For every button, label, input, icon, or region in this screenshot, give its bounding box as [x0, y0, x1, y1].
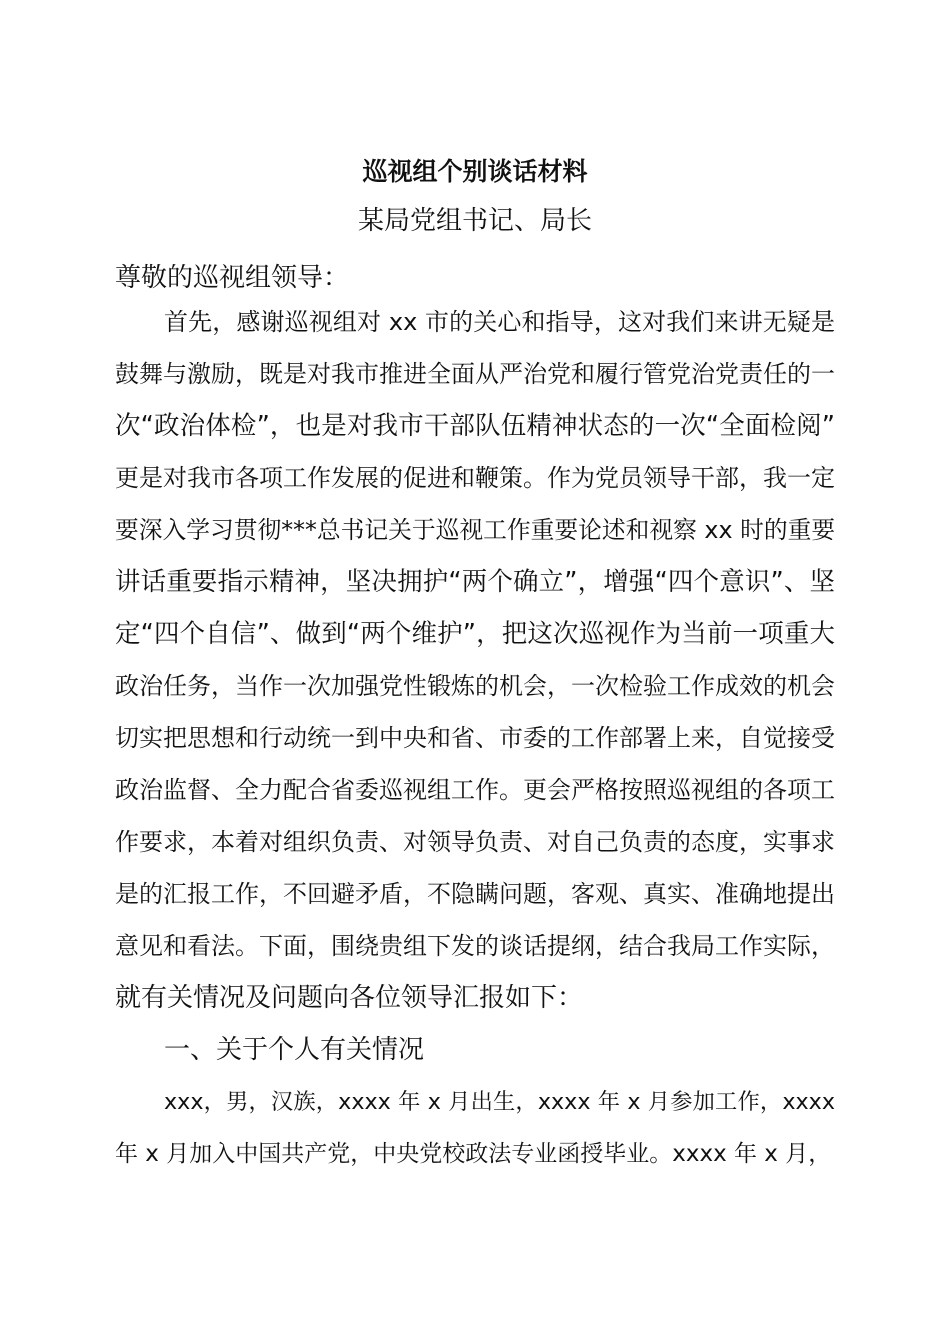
paragraph-line: xxx，男，汉族，xxxx 年 x 月出生，xxxx 年 x 月参加工作，xxxx: [164, 1089, 835, 1115]
paragraph-line: 要深入学习贯彻***总书记关于巡视工作重要论述和视察 xx 时的重要: [115, 516, 836, 544]
paragraph-line: 是的汇报工作，不回避矛盾，不隐瞒问题，客观、真实、准确地提出: [115, 880, 835, 908]
paragraph-line: 鼓舞与激励，既是对我市推进全面从严治党和履行管党治党责任的一: [115, 360, 835, 388]
paragraph-line: 首先，感谢巡视组对 xx 市的关心和指导，这对我们来讲无疑是: [164, 308, 835, 336]
paragraph-line: 年 x 月加入中国共产党，中央党校政法专业函授毕业。xxxx 年 x 月，: [115, 1141, 832, 1167]
paragraph-line: 定“四个自信”、做到“两个维护”，把这次巡视作为当前一项重大: [115, 619, 835, 649]
paragraph-line: 政治任务，当作一次加强党性锻炼的机会，一次检验工作成效的机会: [115, 672, 835, 700]
paragraph-line: 政治监督、全力配合省委巡视组工作。更会严格按照巡视组的各项工: [115, 776, 835, 804]
section-heading: 一、关于个人有关情况: [164, 1035, 425, 1065]
salutation: 尊敬的巡视组领导：: [115, 263, 350, 293]
paragraph-line: 次“政治体检”，也是对我市干部队伍精神状态的一次“全面检阅”: [115, 411, 835, 441]
paragraph-line: 切实把思想和行动统一到中央和省、市委的工作部署上来，自觉接受: [115, 724, 835, 752]
document-title: 巡视组个别谈话材料: [362, 157, 588, 186]
paragraph-line: 意见和看法。下面，围绕贵组下发的谈话提纲，结合我局工作实际，: [115, 932, 835, 960]
paragraph-line: 作要求，本着对组织负责、对领导负责、对自己负责的态度，实事求: [115, 828, 835, 856]
paragraph-line: 讲话重要指示精神，坚决拥护“两个确立”，增强“四个意识”、坚: [115, 567, 835, 597]
document-subtitle: 某局党组书记、局长: [357, 206, 592, 236]
paragraph-line: 就有关情况及问题向各位领导汇报如下：: [115, 983, 584, 1013]
paragraph-line: 更是对我市各项工作发展的促进和鞭策。作为党员领导干部，我一定: [115, 464, 835, 492]
